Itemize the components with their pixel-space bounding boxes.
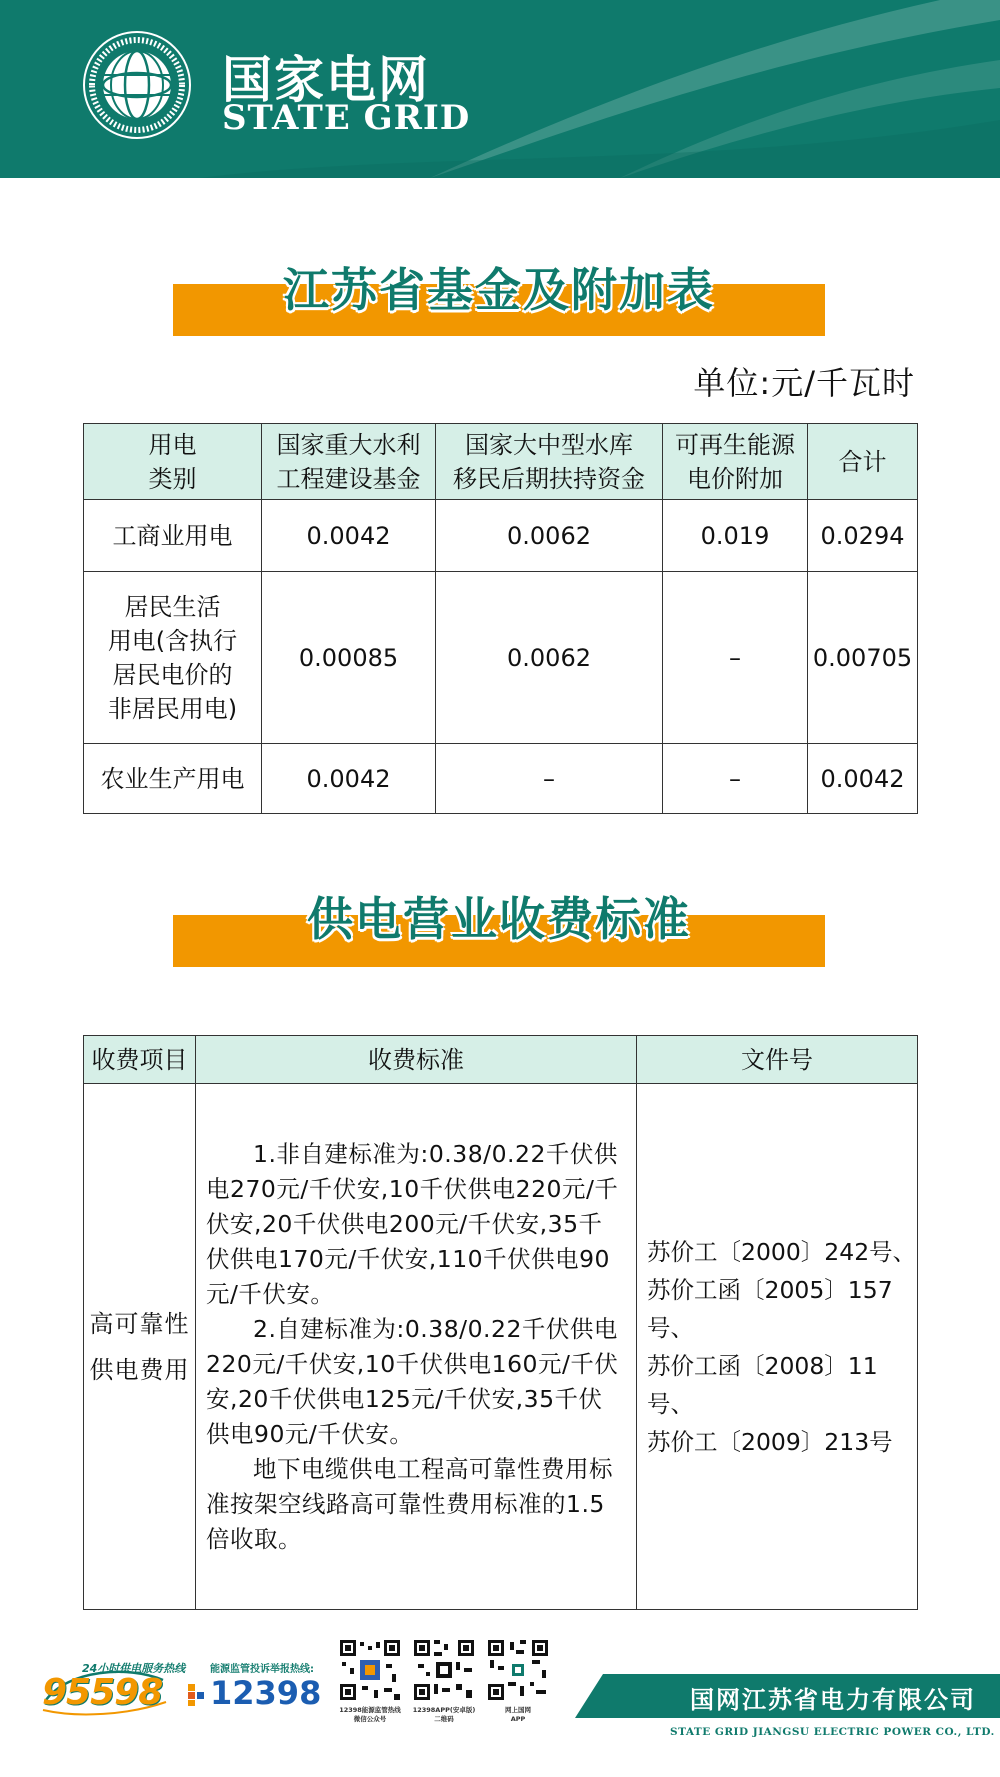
document-number: 苏价工〔2000〕242号、 [647,1237,917,1266]
hotline-12398-caption: 能源监管投诉举报热线: [210,1664,314,1675]
table-header-row [84,1036,918,1084]
company-name-en: STATE GRID JIANGSU ELECTRIC POWER CO., LTD. [670,1726,995,1738]
fees-table [83,1035,918,1610]
cell-text: 12398APP(安卓版) 二维码 [412,1706,476,1723]
total-cell: 0.00705 [808,572,918,744]
qr-code-wechat-icon [338,1638,402,1702]
table-header-row [84,424,918,500]
standard-paragraph: 地下电缆供电工程高可靠性费用标准按架空线路高可靠性费用标准的1.5倍收取。 [206,1454,613,1553]
cell-text: 12398能源监管热线 微信公众号 [339,1706,401,1723]
value-cell: 0.019 [663,500,808,572]
cell-text: 国家大中型水库 移民后期扶持资金 [453,430,645,493]
total-cell: 0.0294 [808,500,918,572]
header-cell: 文件号 [637,1036,918,1084]
document-number: 苏价工〔2009〕213号 [647,1427,893,1456]
qr-label [330,1706,410,1724]
section-title-text: 江苏省基金及附加表 [283,263,715,317]
state-grid-logo [82,30,192,140]
cell-text: 合计 [838,447,887,476]
document-number-cell [637,1084,918,1610]
document-number: 苏价工函〔2005〕157号、 [647,1275,893,1342]
fee-standard-cell [196,1084,637,1610]
phone-icon [186,1682,206,1708]
cell-text: 高可靠性 供电费用 [89,1309,190,1384]
hotline-12398-number: 12398 [210,1674,322,1712]
document-number: 苏价工函〔2008〕11号、 [647,1351,878,1418]
qr-code-online-grid-icon [486,1638,550,1702]
qr-label [478,1706,558,1724]
header-cell [84,424,262,500]
value-cell: – [663,744,808,814]
value-cell: – [663,572,808,744]
table-row [84,744,918,814]
value-cell: 0.0042 [262,500,436,572]
value-cell: 0.0042 [262,744,436,814]
table-row [84,572,918,744]
standard-paragraph: 2.自建标准为:0.38/0.22千伏供电220元/千伏安,10千伏供电160元/千伏安,20千伏供电125元/千伏安,35千伏供电90元/千伏安。 [206,1314,619,1448]
value-cell: 0.0062 [436,572,663,744]
category-cell: 农业生产用电 [84,744,262,814]
category-cell [84,572,262,744]
company-name-cn: 国网江苏省电力有限公司 [690,1686,976,1714]
cell-text: 可再生能源 电价附加 [675,430,795,493]
header-cell: 收费项目 [84,1036,196,1084]
hotline-95598-number: 95598 [42,1672,163,1713]
brand-name-en: STATE GRID [222,98,471,138]
section-title-funds [173,263,825,336]
unit-label: 单位:元/千瓦时 [693,364,915,402]
cell-text: 用电 类别 [148,430,197,493]
cell-text: 网上国网 APP [505,1706,531,1723]
value-cell: 0.0062 [436,500,663,572]
section-title-text: 供电营业收费标准 [307,892,691,946]
footer [0,1630,1000,1777]
cell-text: 国家重大水利 工程建设基金 [276,430,421,493]
total-cell: 0.0042 [808,744,918,814]
header-cell [808,424,918,500]
qr-code-app-android-icon [412,1638,476,1702]
value-cell: 0.00085 [262,572,436,744]
table-row [84,500,918,572]
fee-item-cell [84,1084,196,1610]
header-cell [663,424,808,500]
value-cell: – [436,744,663,814]
category-cell: 工商业用电 [84,500,262,572]
header-cell [436,424,663,500]
header-cell: 收费标准 [196,1036,637,1084]
header-cell [262,424,436,500]
brand-name-cn: 国家电网 [222,51,430,109]
table-row [84,1084,918,1610]
qr-label [404,1706,484,1724]
hotline-95598-caption: 24小时供电服务热线 [82,1662,186,1675]
standard-paragraph: 1.非自建标准为:0.38/0.22千伏供电270元/千伏安,10千伏供电220元/千伏安,20千伏供电200元/千伏安,35千伏供电170元/千伏安,110千伏供电90元/千伏安。 [206,1139,619,1308]
cell-text: 居民生活 用电(含执行 居民电价的 非居民用电) [107,592,238,723]
section-title-fees [173,892,825,967]
header-banner [0,0,1000,178]
funds-table [83,423,918,814]
